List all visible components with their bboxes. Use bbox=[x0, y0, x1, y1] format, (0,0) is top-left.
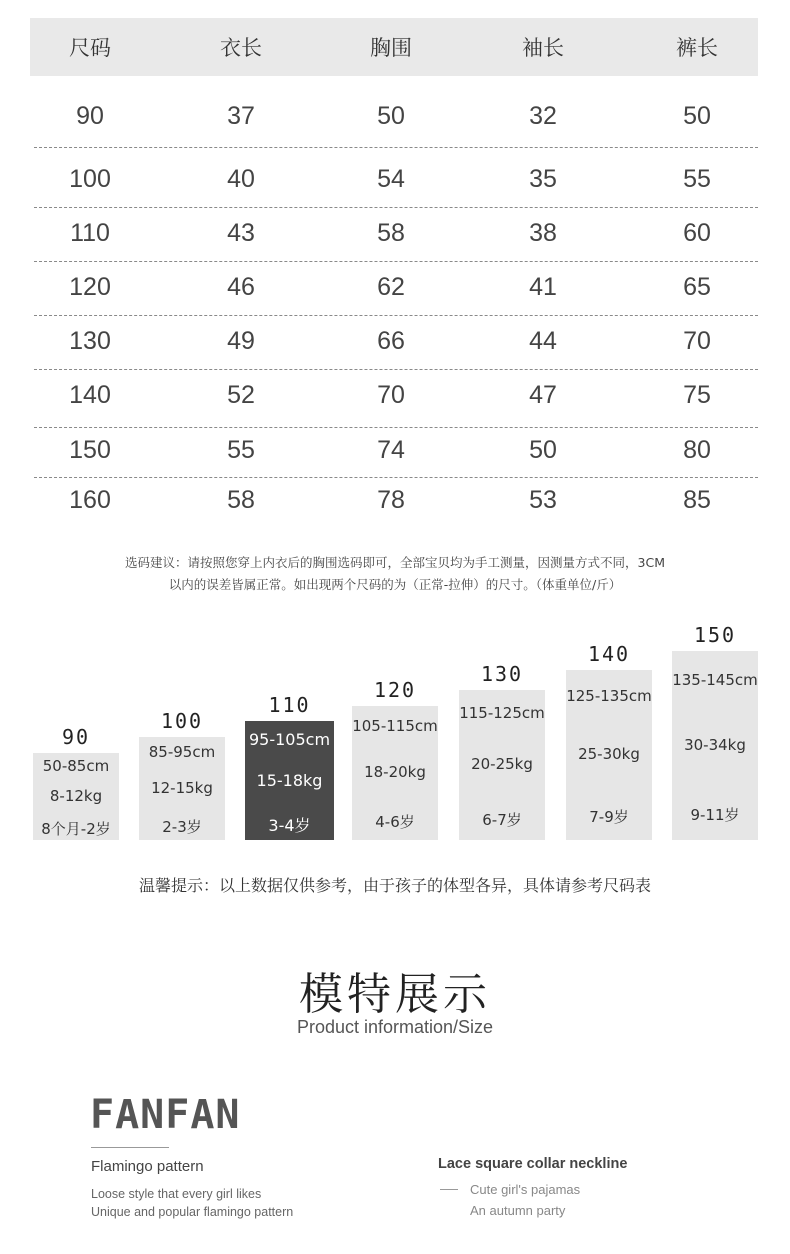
table-cell: 37 bbox=[227, 101, 255, 130]
table-cell: 58 bbox=[227, 485, 255, 514]
table-cell: 62 bbox=[377, 272, 405, 301]
bar-weight: 15-18kg bbox=[256, 770, 323, 790]
bar-age: 8个月-2岁 bbox=[41, 819, 111, 838]
bar-size-label: 150 bbox=[693, 623, 737, 647]
table-cell: 75 bbox=[683, 380, 711, 409]
bar-height: 115-125cm bbox=[459, 704, 545, 722]
table-cell: 160 bbox=[69, 485, 111, 514]
header-sleeve: 袖长 bbox=[522, 36, 564, 60]
brand-logo: FANFAN bbox=[90, 1092, 241, 1138]
table-cell: 66 bbox=[377, 326, 405, 355]
table-cell: 70 bbox=[683, 326, 711, 355]
table-cell: 54 bbox=[377, 164, 405, 193]
feature-dash bbox=[440, 1189, 458, 1190]
bar-height: 135-145cm bbox=[672, 671, 758, 690]
feature-desc-line1: Cute girl's pajamas bbox=[470, 1182, 581, 1197]
row-divider bbox=[34, 147, 758, 148]
bar-weight: 12-15kg bbox=[151, 778, 213, 797]
brand-desc-line1: Loose style that every girl likes bbox=[91, 1187, 262, 1201]
brand-pattern-title: Flamingo pattern bbox=[91, 1158, 204, 1175]
table-cell: 50 bbox=[377, 101, 405, 130]
table-cell: 58 bbox=[377, 218, 405, 247]
brand-divider bbox=[91, 1147, 169, 1148]
table-cell: 40 bbox=[227, 164, 255, 193]
table-cell: 55 bbox=[683, 164, 711, 193]
bar-height: 125-135cm bbox=[566, 687, 652, 706]
table-row bbox=[30, 483, 758, 517]
header-size: 尺码 bbox=[69, 36, 111, 60]
header-length: 衣长 bbox=[220, 36, 262, 60]
row-divider bbox=[34, 477, 758, 478]
table-cell: 49 bbox=[227, 326, 255, 355]
size-bar bbox=[245, 721, 334, 840]
table-cell: 55 bbox=[227, 435, 255, 464]
table-row bbox=[30, 99, 758, 133]
bar-age: 2-3岁 bbox=[162, 817, 202, 836]
bar-weight: 18-20kg bbox=[364, 763, 426, 781]
table-row bbox=[30, 378, 758, 412]
table-cell: 100 bbox=[69, 164, 111, 193]
table-row bbox=[30, 270, 758, 304]
table-cell: 38 bbox=[529, 218, 557, 247]
bar-height: 105-115cm bbox=[352, 717, 438, 736]
size-table bbox=[30, 18, 758, 514]
table-cell: 70 bbox=[377, 380, 405, 409]
section-title: 模特展示 bbox=[299, 969, 491, 1020]
size-bar bbox=[459, 690, 545, 840]
table-cell: 46 bbox=[227, 272, 255, 301]
table-row bbox=[30, 216, 758, 250]
bar-size-label: 130 bbox=[480, 662, 524, 686]
bar-height: 50-85cm bbox=[42, 756, 110, 775]
brand-desc-line2: Unique and popular flamingo pattern bbox=[91, 1205, 294, 1219]
table-cell: 47 bbox=[529, 380, 557, 409]
bar-age: 9-11岁 bbox=[690, 805, 740, 824]
row-divider bbox=[34, 315, 758, 316]
table-cell: 130 bbox=[69, 326, 111, 355]
table-cell: 90 bbox=[76, 101, 104, 130]
table-cell: 41 bbox=[529, 272, 557, 301]
table-cell: 78 bbox=[377, 485, 405, 514]
table-row bbox=[30, 433, 758, 467]
size-bar bbox=[672, 651, 758, 840]
table-row bbox=[30, 324, 758, 358]
table-cell: 44 bbox=[529, 326, 557, 355]
table-cell: 35 bbox=[529, 164, 557, 193]
table-cell: 140 bbox=[69, 380, 111, 409]
row-divider bbox=[34, 369, 758, 370]
table-cell: 52 bbox=[227, 380, 255, 409]
table-cell: 80 bbox=[683, 435, 711, 464]
table-cell: 43 bbox=[227, 218, 255, 247]
row-divider bbox=[34, 261, 758, 262]
bar-weight: 20-25kg bbox=[471, 755, 533, 773]
bar-size-label: 90 bbox=[61, 725, 91, 749]
table-cell: 53 bbox=[529, 485, 557, 514]
table-cell: 85 bbox=[683, 485, 711, 514]
table-cell: 150 bbox=[69, 435, 111, 464]
bar-age: 7-9岁 bbox=[589, 808, 629, 827]
bar-size-label: 100 bbox=[160, 709, 204, 733]
header-pants: 裤长 bbox=[676, 36, 718, 60]
table-cell: 65 bbox=[683, 272, 711, 301]
table-cell: 50 bbox=[529, 435, 557, 464]
bar-age: 4-6岁 bbox=[375, 813, 415, 832]
bar-weight: 8-12kg bbox=[49, 786, 103, 805]
table-cell: 50 bbox=[683, 101, 711, 130]
bar-size-label: 140 bbox=[587, 642, 631, 666]
bar-height: 95-105cm bbox=[248, 730, 331, 750]
table-cell: 32 bbox=[529, 101, 557, 130]
bar-size-label: 110 bbox=[268, 693, 311, 717]
size-bar bbox=[352, 706, 438, 840]
bar-age: 3-4岁 bbox=[268, 816, 311, 836]
row-divider bbox=[34, 207, 758, 208]
header-chest: 胸围 bbox=[370, 36, 412, 60]
section-subtitle: Product information/Size bbox=[296, 1017, 494, 1037]
bar-weight: 30-34kg bbox=[684, 735, 746, 754]
table-cell: 74 bbox=[377, 435, 405, 464]
table-cell: 60 bbox=[683, 218, 711, 247]
size-bar bbox=[566, 670, 652, 840]
bar-age: 6-7岁 bbox=[482, 811, 522, 829]
size-bar bbox=[33, 753, 119, 840]
table-cell: 110 bbox=[70, 218, 110, 247]
bar-weight: 25-30kg bbox=[578, 745, 640, 763]
size-bars bbox=[0, 600, 790, 850]
table-cell: 120 bbox=[69, 272, 111, 301]
table-row bbox=[30, 162, 758, 196]
warm-tip: 温馨提示：以上数据仅供参考，由于孩子的体型各异，具体请参考尺码表 bbox=[138, 876, 651, 895]
table-header bbox=[30, 18, 758, 76]
size-advice-note-line1: 选码建议：请按照您穿上内衣后的胸围选码即可，全部宝贝均为手工测量，因测量方式不同，3CM bbox=[125, 555, 665, 570]
size-bar bbox=[139, 737, 225, 840]
row-divider bbox=[34, 427, 758, 428]
feature-desc-line2: An autumn party bbox=[470, 1203, 566, 1218]
feature-title: Lace square collar neckline bbox=[438, 1156, 628, 1172]
bar-height: 85-95cm bbox=[148, 743, 216, 762]
size-advice-note-line2: 以内的误差皆属正常。如出现两个尺码的为（正常-拉伸）的尺寸。（体重单位/斤） bbox=[168, 577, 622, 592]
bar-size-label: 120 bbox=[373, 678, 417, 702]
